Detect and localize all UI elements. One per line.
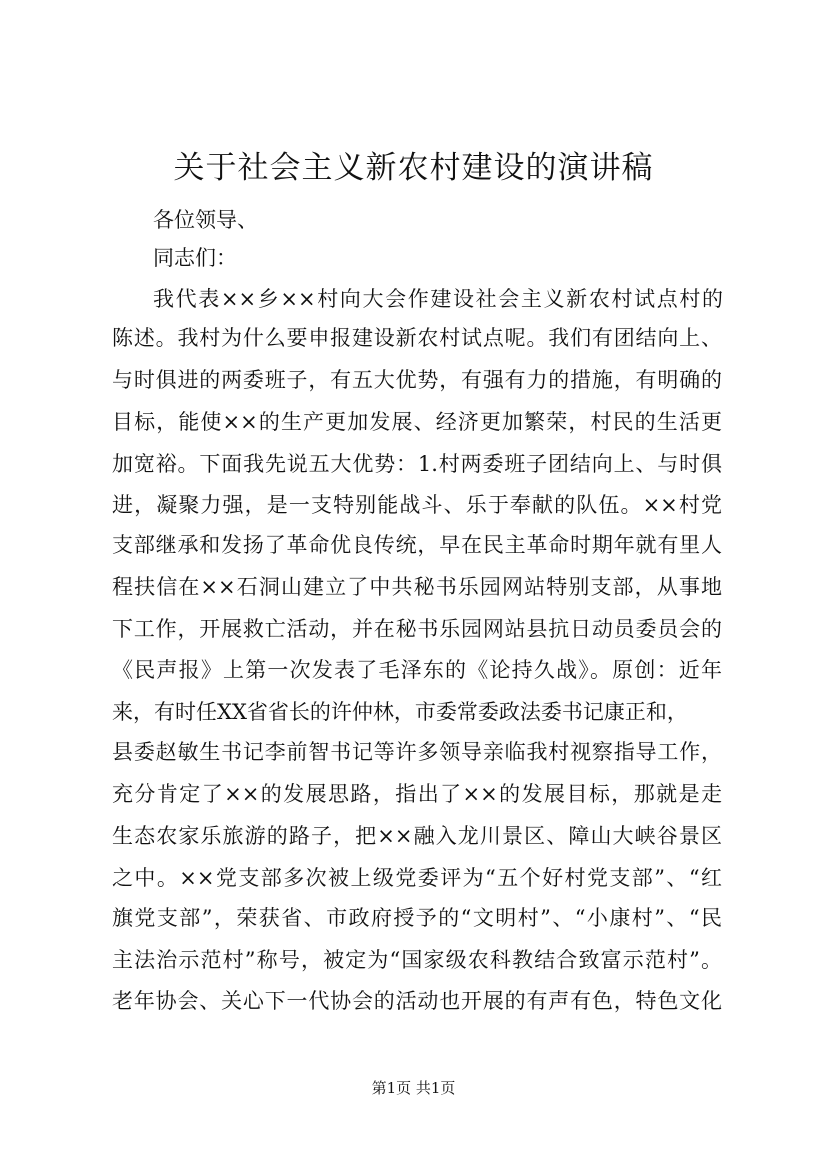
body-line: 县委赵敏生书记李前智书记等许多领导亲临我村视察指导工作，	[112, 740, 722, 764]
page-number-footer: 第1页 共1页	[371, 1079, 456, 1097]
body-line: 加宽裕。下面我先说五大优势：1.村两委班子团结向上、与时俱	[112, 452, 722, 476]
body-line: 来，有时任XX省省长的许仲林，市委常委政法委书记康正和，	[112, 700, 688, 724]
body-line: 之中。××党支部多次被上级党委评为“五个好村党支部”、“红	[112, 866, 722, 890]
body-line: 进，凝聚力强，是一支特别能战斗、乐于奉献的队伍。××村党	[112, 493, 722, 517]
body-line: 《民声报》上第一次发表了毛泽东的《论持久战》。原创：近年	[112, 658, 722, 682]
body-line: 我代表××乡××村向大会作建设社会主义新农村试点村的	[153, 287, 723, 311]
salutation-leaders: 各位领导、	[153, 208, 258, 232]
body-line: 目标，能使××的生产更加发展、经济更加繁荣，村民的生活更	[112, 410, 722, 434]
body-line: 主法治示范村”称号，被定为“国家级农科教结合致富示范村”。	[112, 948, 722, 972]
body-line: 生态农家乐旅游的路子，把××融入龙川景区、障山大峡谷景区	[112, 824, 722, 848]
salutation-comrades: 同志们：	[153, 246, 237, 270]
body-line: 陈述。我村为什么要申报建设新农村试点呢。我们有团结向上、	[112, 326, 722, 350]
document-title: 关于社会主义新农村建设的演讲稿	[173, 150, 654, 186]
body-line: 充分肯定了××的发展思路，指出了××的发展目标，那就是走	[112, 782, 722, 806]
body-line: 与时俱进的两委班子，有五大优势，有强有力的措施，有明确的	[112, 368, 722, 392]
body-line: 旗党支部”，荣获省、市政府授予的“文明村”、“小康村”、“民	[112, 906, 722, 930]
body-line: 支部继承和发扬了革命优良传统，早在民主革命时期年就有里人	[112, 533, 722, 557]
body-line: 下工作，开展救亡活动，并在秘书乐园网站县抗日动员委员会的	[112, 617, 722, 641]
body-line: 程扶信在××石洞山建立了中共秘书乐园网站特别支部，从事地	[112, 575, 722, 599]
body-line: 老年协会、关心下一代协会的活动也开展的有声有色，特色文化	[112, 989, 722, 1013]
